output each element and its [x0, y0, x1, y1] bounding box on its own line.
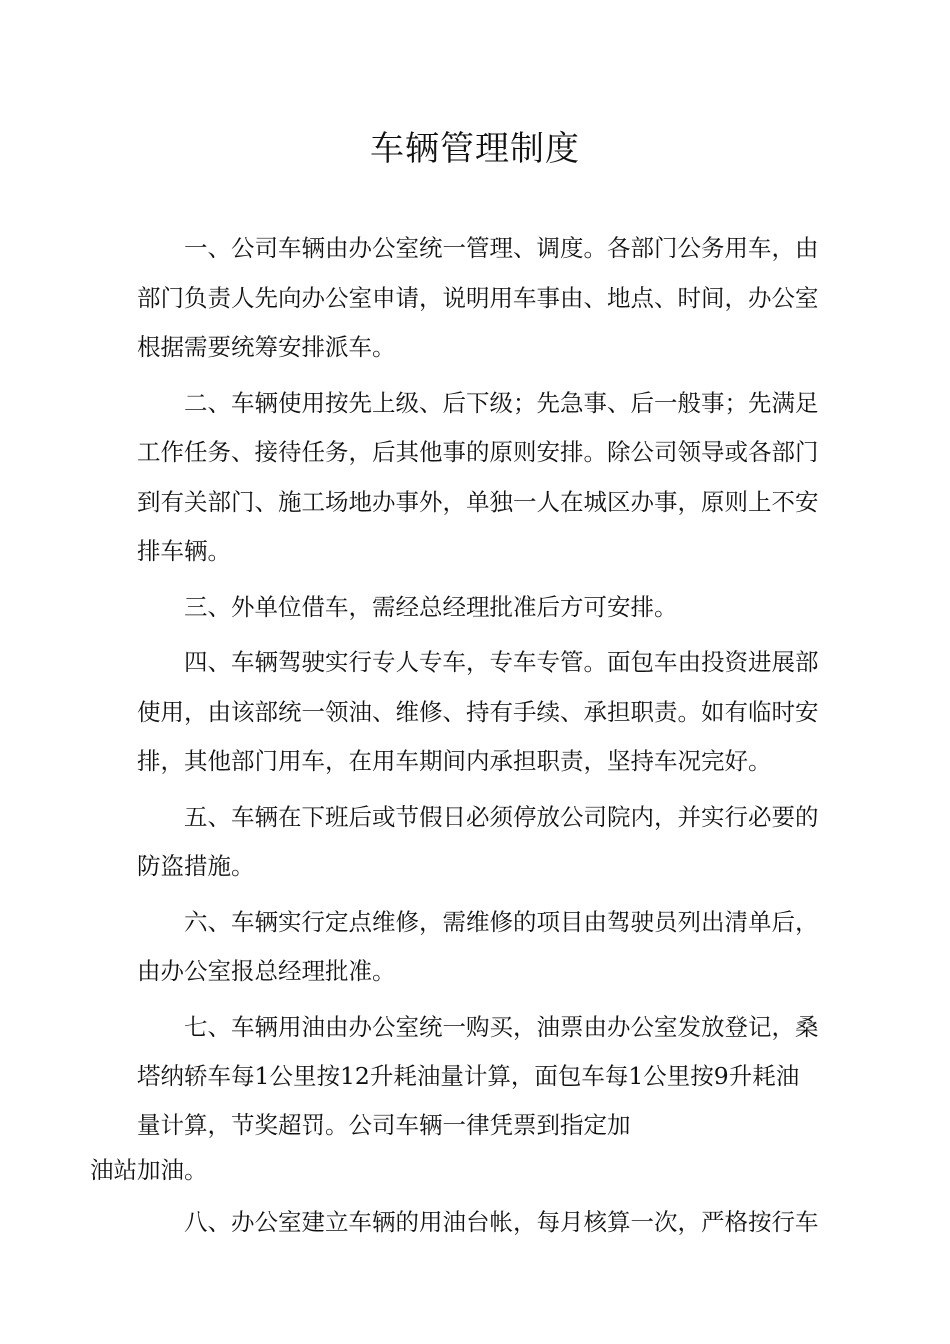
- paragraph-3: [137, 583, 832, 633]
- paragraph-line: 六、车辆实行定点维修，需维修的项目由驾驶员列出清单后，: [184, 907, 819, 936]
- paragraph-line: 到有关部门、施工场地办事外，单独一人在城区办事，原则上不安: [137, 487, 819, 516]
- paragraph-line: 七、车辆用油由办公室统一购买，油票由办公室发放登记，桑: [184, 1012, 819, 1041]
- paragraph-line: 使用，由该部统一领油、维修、持有手续、承担职责。如有临时安: [137, 697, 819, 726]
- paragraph-line: 排车辆。: [137, 537, 231, 565]
- paragraph-line: 三、外单位借车，需经总经理批准后方可安排。: [184, 592, 678, 621]
- paragraph-5: [137, 793, 832, 892]
- paragraph-line: 四、车辆驾驶实行专人专车，专车专管。面包车由投资进展部: [184, 648, 819, 676]
- paragraph-4: [137, 638, 832, 787]
- document-body: [90, 224, 832, 1253]
- paragraph-line: 油站加油。: [90, 1155, 208, 1184]
- document-title: 车辆管理制度: [370, 129, 580, 169]
- paragraph-line: 根据需要统筹安排派车。: [137, 333, 396, 361]
- paragraph-2: [137, 379, 832, 577]
- paragraph-line: 一、公司车辆由办公室统一管理、调度。各部门公务用车，由: [184, 234, 819, 262]
- paragraph-8: [137, 1198, 832, 1248]
- paragraph-6: [137, 898, 832, 997]
- paragraph-line: 防盗措施。: [137, 852, 255, 880]
- paragraph-7: [90, 1003, 832, 1192]
- paragraph-line: 二、车辆使用按先上级、后下级；先急事、后一般事；先满足: [184, 388, 819, 417]
- paragraph-line: 五、车辆在下班后或节假日必须停放公司院内，并实行必要的: [184, 802, 819, 831]
- paragraph-line: 塔纳轿车每1公里按12升耗油量计算，面包车每1公里按9升耗油: [137, 1062, 800, 1090]
- paragraph-line: 工作任务、接待任务，后其他事的原则安排。除公司领导或各部门: [137, 438, 819, 466]
- paragraph-1: [137, 224, 832, 373]
- paragraph-line: 八、办公室建立车辆的用油台帐，每月核算一次，严格按行车: [184, 1207, 819, 1236]
- paragraph-line: 由办公室报总经理批准。: [137, 957, 396, 985]
- paragraph-line: 部门负责人先向办公室申请，说明用车事由、地点、时间，办公室: [137, 283, 819, 312]
- paragraph-line: 量计算，节奖超罚。公司车辆一律凭票到指定加: [137, 1110, 631, 1139]
- paragraph-line: 排，其他部门用车，在用车期间内承担职责，坚持车况完好。: [137, 747, 772, 775]
